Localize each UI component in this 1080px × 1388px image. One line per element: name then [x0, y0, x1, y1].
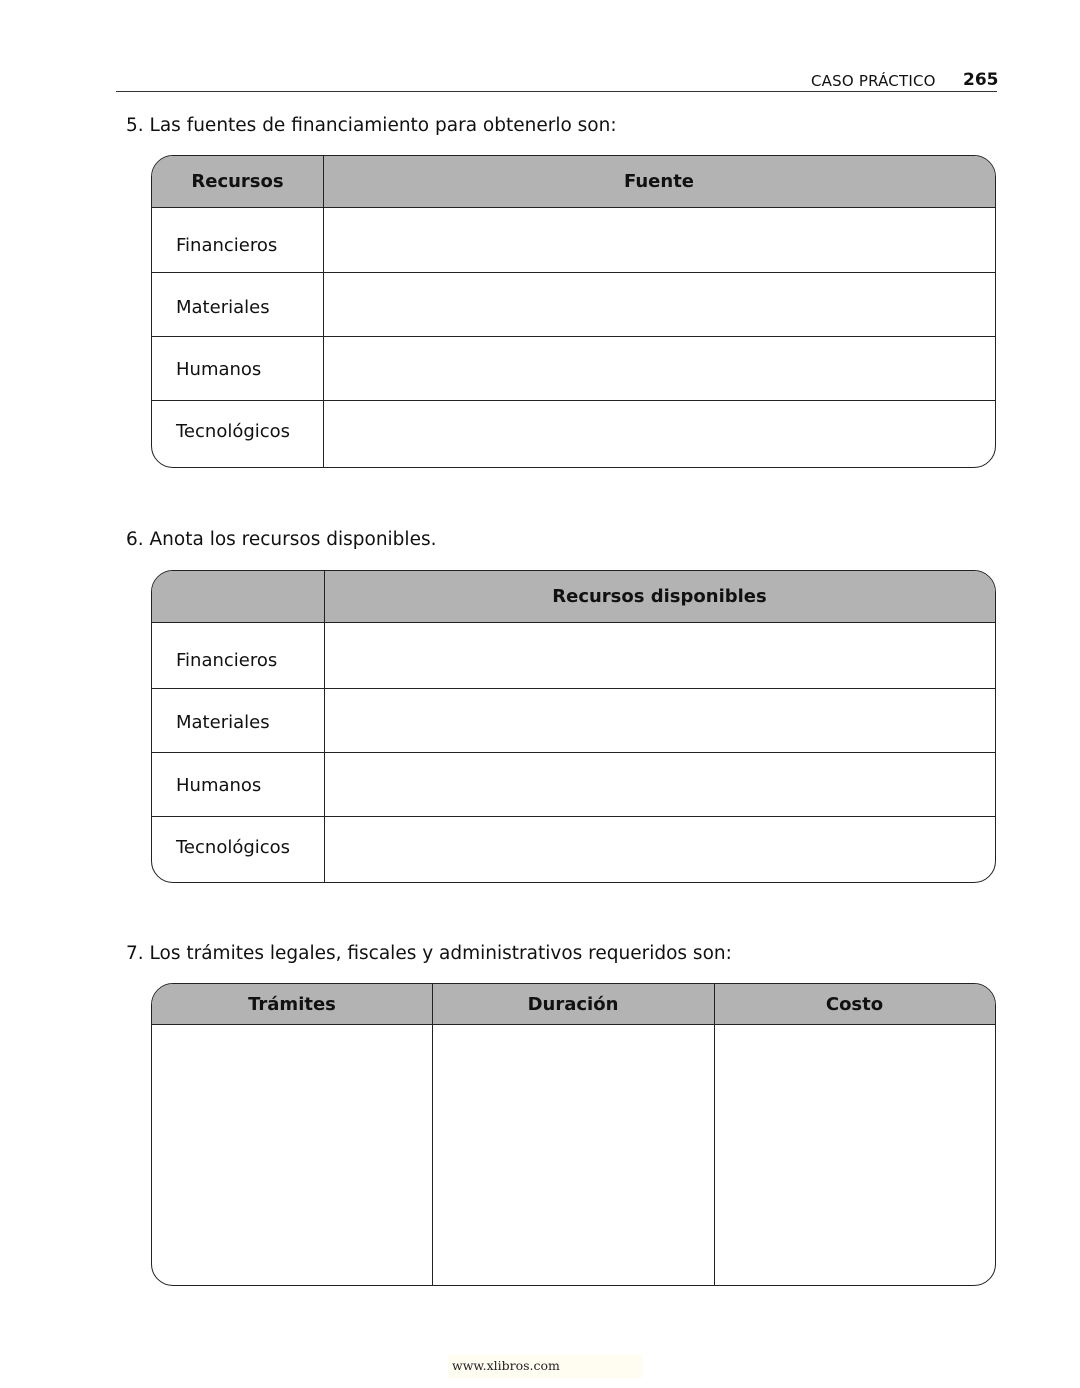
row-divider — [152, 272, 995, 273]
column-header-recursos: Recursos — [191, 171, 284, 192]
page-number: 265 — [963, 70, 999, 90]
header-rule — [116, 91, 997, 92]
row-divider — [152, 816, 995, 817]
row-label-materiales: Materiales — [176, 712, 270, 733]
row-divider — [152, 400, 995, 401]
financing-sources-table — [151, 155, 996, 468]
column-header-tramites: Trámites — [248, 993, 336, 1015]
column-header-empty — [152, 571, 324, 622]
column-divider — [714, 984, 715, 1285]
column-divider — [323, 156, 324, 467]
row-label-humanos: Humanos — [176, 775, 262, 796]
row-label-tecnologicos: Tecnológicos — [176, 837, 291, 858]
question-5: 5. Las fuentes de financiamiento para obtenerlo son: — [126, 115, 617, 136]
column-header-duracion: Duración — [527, 993, 619, 1015]
watermark-link[interactable]: www.xlibros.com — [448, 1354, 642, 1378]
legal-procedures-table — [151, 983, 996, 1286]
running-title: CASO PRÁCTICO — [811, 72, 936, 90]
column-header-recursos-disponibles: Recursos disponibles — [552, 586, 767, 607]
column-divider — [432, 984, 433, 1285]
available-resources-table — [151, 570, 996, 883]
row-label-humanos: Humanos — [176, 359, 262, 380]
column-header-fuente: Fuente — [623, 171, 695, 192]
row-divider — [152, 688, 995, 689]
row-label-tecnologicos: Tecnológicos — [176, 421, 291, 442]
table-header — [152, 984, 995, 1025]
table-header — [152, 571, 995, 623]
question-6: 6. Anota los recursos disponibles. — [126, 529, 437, 550]
row-label-financieros: Financieros — [176, 235, 278, 256]
row-label-financieros: Financieros — [176, 650, 278, 671]
row-divider — [152, 752, 995, 753]
column-divider — [324, 571, 325, 882]
row-label-materiales: Materiales — [176, 297, 270, 318]
row-divider — [152, 336, 995, 337]
table-header — [152, 156, 995, 208]
question-7: 7. Los trámites legales, fiscales y administrativos requeridos son: — [126, 943, 732, 964]
column-header-costo: Costo — [825, 993, 884, 1015]
